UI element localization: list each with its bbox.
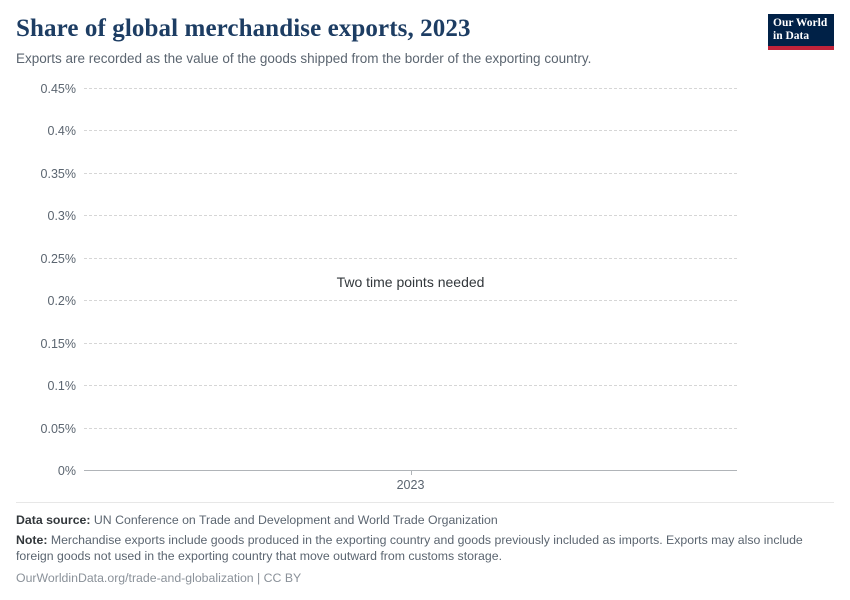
y-axis-tick-label: 0.35% bbox=[40, 166, 76, 181]
gridline bbox=[40, 166, 737, 181]
y-axis-tick-label: 0.05% bbox=[40, 421, 76, 436]
chart-header bbox=[16, 14, 834, 68]
data-source-text: UN Conference on Trade and Development and World Trade Organization bbox=[93, 513, 498, 527]
owid-logo[interactable] bbox=[768, 14, 834, 50]
owid-logo-line2: in Data bbox=[773, 30, 810, 42]
gridline bbox=[47, 124, 737, 139]
page-subtitle: Exports are recorded as the value of the goods shipped from the border of the exporting country. bbox=[16, 51, 592, 66]
x-axis-tick-mark bbox=[411, 470, 412, 475]
chart-annotation: Two time points needed bbox=[336, 273, 485, 290]
y-axis-tick-label: 0.25% bbox=[40, 251, 76, 266]
gridline bbox=[47, 379, 737, 394]
license-line[interactable]: OurWorldinData.org/trade-and-globalization | CC BY bbox=[16, 571, 302, 585]
x-axis-tick-label: 2023 bbox=[396, 478, 425, 492]
gridline bbox=[40, 421, 737, 436]
page-title: Share of global merchandise exports, 2023 bbox=[16, 15, 471, 42]
chart-footer bbox=[16, 502, 834, 586]
owid-logo-line1: Our World bbox=[773, 17, 828, 29]
y-axis-tick-label: 0.4% bbox=[47, 124, 76, 139]
y-axis-tick-label: 0.2% bbox=[47, 294, 76, 309]
gridline bbox=[47, 294, 737, 309]
y-axis-tick-label: 0.3% bbox=[47, 209, 76, 224]
chart-area[interactable] bbox=[16, 80, 834, 510]
gridline bbox=[40, 336, 737, 351]
y-axis-tick-label: 0.1% bbox=[47, 379, 76, 394]
note-line bbox=[16, 532, 834, 564]
gridline bbox=[47, 209, 737, 224]
data-source-label: Data source: bbox=[16, 513, 91, 527]
y-axis-tick-label: 0.15% bbox=[40, 336, 76, 351]
data-source-line bbox=[16, 512, 834, 528]
gridline bbox=[40, 82, 737, 96]
y-axis-tick-label: 0.45% bbox=[40, 82, 76, 96]
y-axis-tick-label: 0% bbox=[57, 464, 76, 478]
gridline bbox=[40, 251, 737, 266]
note-label: Note: bbox=[16, 533, 48, 547]
plot-region[interactable] bbox=[40, 82, 737, 492]
note-text: Merchandise exports include goods produced in the exporting country and goods previously included as imports. Exports may also include foreign goods not used in the exporting country that move outward from customs storage. bbox=[16, 533, 803, 563]
